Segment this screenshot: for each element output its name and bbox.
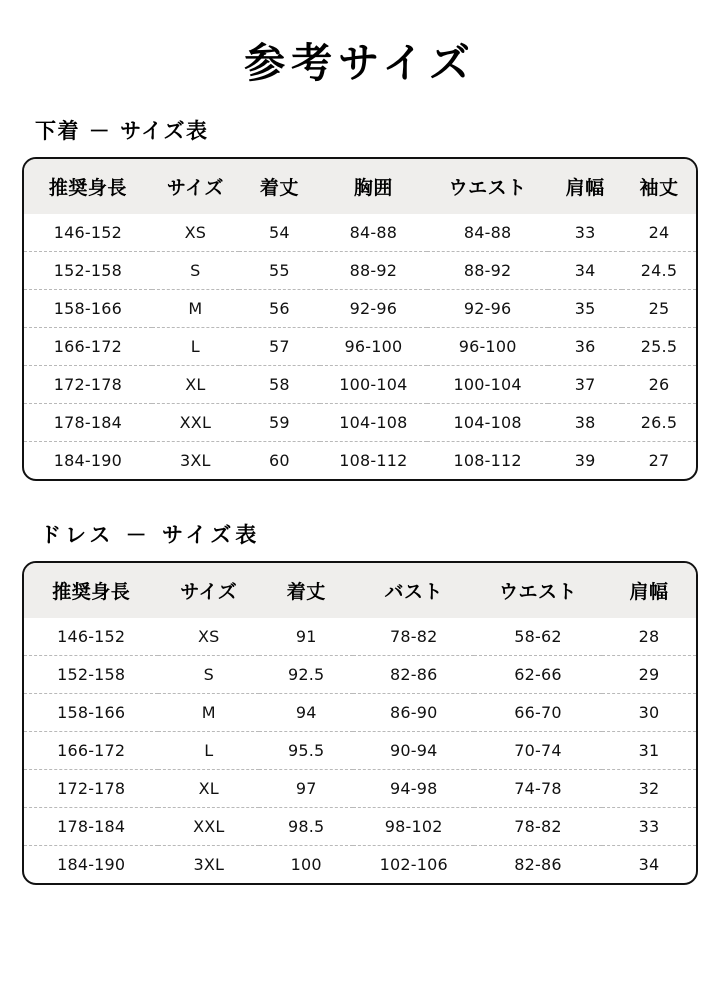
cell-size: XXL (152, 404, 239, 442)
cell-length: 57 (239, 328, 320, 366)
cell-chest: 92-96 (320, 290, 428, 328)
cell-height: 172-178 (24, 366, 152, 404)
table-row (24, 366, 696, 404)
cell-size: M (152, 290, 239, 328)
cell-size: XL (158, 770, 259, 808)
column-header: バスト (353, 563, 474, 618)
cell-height: 158-166 (24, 694, 158, 732)
section-underwear (22, 115, 698, 481)
cell-shoulder: 36 (548, 328, 622, 366)
table-row (24, 732, 696, 770)
cell-waist: 70-74 (474, 732, 602, 770)
underwear-size-table-card (22, 157, 698, 481)
dress-size-table-card (22, 561, 698, 885)
cell-waist: 84-88 (463, 223, 512, 242)
cell-shoulder: 32 (602, 770, 696, 808)
table-row (24, 252, 696, 290)
table-row (24, 290, 696, 328)
cell-length: 55 (239, 252, 320, 290)
cell-waist: 62-66 (474, 656, 602, 694)
cell-length: 94 (259, 694, 353, 732)
table-row (24, 404, 696, 442)
cell-height: 172-178 (24, 770, 158, 808)
dress-table-head (24, 563, 696, 618)
cell-height: 166-172 (24, 328, 152, 366)
cell-chest: 104-108 (320, 404, 428, 442)
cell-length: 91 (295, 627, 317, 646)
cell-waist: 66-70 (474, 694, 602, 732)
cell-bust: 98-102 (353, 808, 474, 846)
table-row (24, 770, 696, 808)
column-header: ウエスト (474, 563, 602, 618)
cell-size: L (158, 732, 259, 770)
table-row (24, 328, 696, 366)
cell-sleeve: 25.5 (622, 328, 696, 366)
dress-size-table (24, 563, 696, 883)
cell-bust: 78-82 (389, 627, 438, 646)
cell-sleeve: 26 (622, 366, 696, 404)
cell-length: 100 (259, 846, 353, 884)
section-dress (22, 519, 698, 885)
table-row (24, 442, 696, 480)
page-title: 参考サイズ (244, 39, 476, 87)
cell-waist: 82-86 (474, 846, 602, 884)
cell-height: 166-172 (24, 732, 158, 770)
cell-size: 3XL (152, 442, 239, 480)
underwear-size-table (24, 159, 696, 479)
cell-height: 146-152 (57, 627, 126, 646)
table-row (24, 694, 696, 732)
cell-length: 59 (239, 404, 320, 442)
cell-chest: 100-104 (320, 366, 428, 404)
cell-bust: 94-98 (353, 770, 474, 808)
cell-bust: 86-90 (353, 694, 474, 732)
cell-chest: 96-100 (320, 328, 428, 366)
cell-height: 146-152 (53, 223, 122, 242)
cell-shoulder: 39 (548, 442, 622, 480)
cell-shoulder: 31 (602, 732, 696, 770)
cell-waist: 104-108 (427, 404, 548, 442)
cell-length: 56 (239, 290, 320, 328)
cell-shoulder: 34 (548, 252, 622, 290)
cell-shoulder: 33 (574, 223, 596, 242)
cell-waist: 88-92 (427, 252, 548, 290)
cell-length: 95.5 (259, 732, 353, 770)
cell-shoulder: 33 (602, 808, 696, 846)
table-row (24, 846, 696, 884)
column-header: サイズ (152, 159, 239, 214)
column-header: ウエスト (427, 159, 548, 214)
column-header: サイズ (158, 563, 259, 618)
cell-size: S (152, 252, 239, 290)
cell-sleeve: 24 (648, 223, 670, 242)
cell-chest: 88-92 (320, 252, 428, 290)
cell-sleeve: 25 (622, 290, 696, 328)
table-row (24, 214, 696, 252)
cell-height: 184-190 (24, 442, 152, 480)
table-row (24, 808, 696, 846)
cell-bust: 90-94 (353, 732, 474, 770)
cell-height: 158-166 (24, 290, 152, 328)
cell-waist: 100-104 (427, 366, 548, 404)
cell-chest: 108-112 (320, 442, 428, 480)
cell-shoulder: 37 (548, 366, 622, 404)
cell-bust: 102-106 (353, 846, 474, 884)
size-chart-page (0, 30, 720, 1002)
table-header-row (24, 159, 696, 214)
cell-chest: 84-88 (349, 223, 398, 242)
column-header: 胸囲 (320, 159, 428, 214)
cell-height: 184-190 (24, 846, 158, 884)
cell-shoulder: 30 (602, 694, 696, 732)
cell-size: XXL (158, 808, 259, 846)
cell-length: 54 (268, 223, 290, 242)
cell-length: 98.5 (259, 808, 353, 846)
cell-length: 58 (239, 366, 320, 404)
underwear-table-head (24, 159, 696, 214)
cell-size: S (158, 656, 259, 694)
column-header: 推奨身長 (24, 159, 152, 214)
cell-height: 178-184 (24, 808, 158, 846)
cell-height: 178-184 (24, 404, 152, 442)
cell-length: 97 (259, 770, 353, 808)
section-title-underwear: 下着 － サイズ表 (35, 119, 209, 143)
cell-shoulder: 38 (548, 404, 622, 442)
cell-bust: 82-86 (353, 656, 474, 694)
column-header: 着丈 (239, 159, 320, 214)
column-header: 推奨身長 (24, 563, 158, 618)
cell-waist: 74-78 (474, 770, 602, 808)
column-header: 着丈 (259, 563, 353, 618)
cell-size: XL (152, 366, 239, 404)
cell-shoulder: 29 (602, 656, 696, 694)
cell-waist: 108-112 (427, 442, 548, 480)
table-header-row (24, 563, 696, 618)
cell-size: M (158, 694, 259, 732)
cell-waist: 58-62 (514, 627, 562, 646)
cell-sleeve: 26.5 (622, 404, 696, 442)
cell-size: XS (198, 627, 220, 646)
table-row (24, 618, 696, 656)
cell-height: 152-158 (24, 656, 158, 694)
cell-sleeve: 24.5 (622, 252, 696, 290)
cell-size: XS (184, 223, 207, 242)
column-header: 肩幅 (548, 159, 622, 214)
cell-size: L (152, 328, 239, 366)
section-divider-space (22, 491, 698, 519)
cell-length: 92.5 (259, 656, 353, 694)
cell-waist: 92-96 (427, 290, 548, 328)
section-title-dress: ドレス － サイズ表 (40, 523, 261, 547)
cell-size: 3XL (158, 846, 259, 884)
column-header: 袖丈 (622, 159, 696, 214)
cell-sleeve: 27 (622, 442, 696, 480)
dress-table-body (24, 618, 696, 883)
cell-shoulder: 34 (602, 846, 696, 884)
cell-shoulder: 28 (638, 627, 660, 646)
column-header: 肩幅 (602, 563, 696, 618)
table-row (24, 656, 696, 694)
cell-height: 152-158 (24, 252, 152, 290)
underwear-table-body (24, 214, 696, 479)
cell-waist: 78-82 (474, 808, 602, 846)
cell-shoulder: 35 (548, 290, 622, 328)
cell-waist: 96-100 (427, 328, 548, 366)
cell-length: 60 (239, 442, 320, 480)
